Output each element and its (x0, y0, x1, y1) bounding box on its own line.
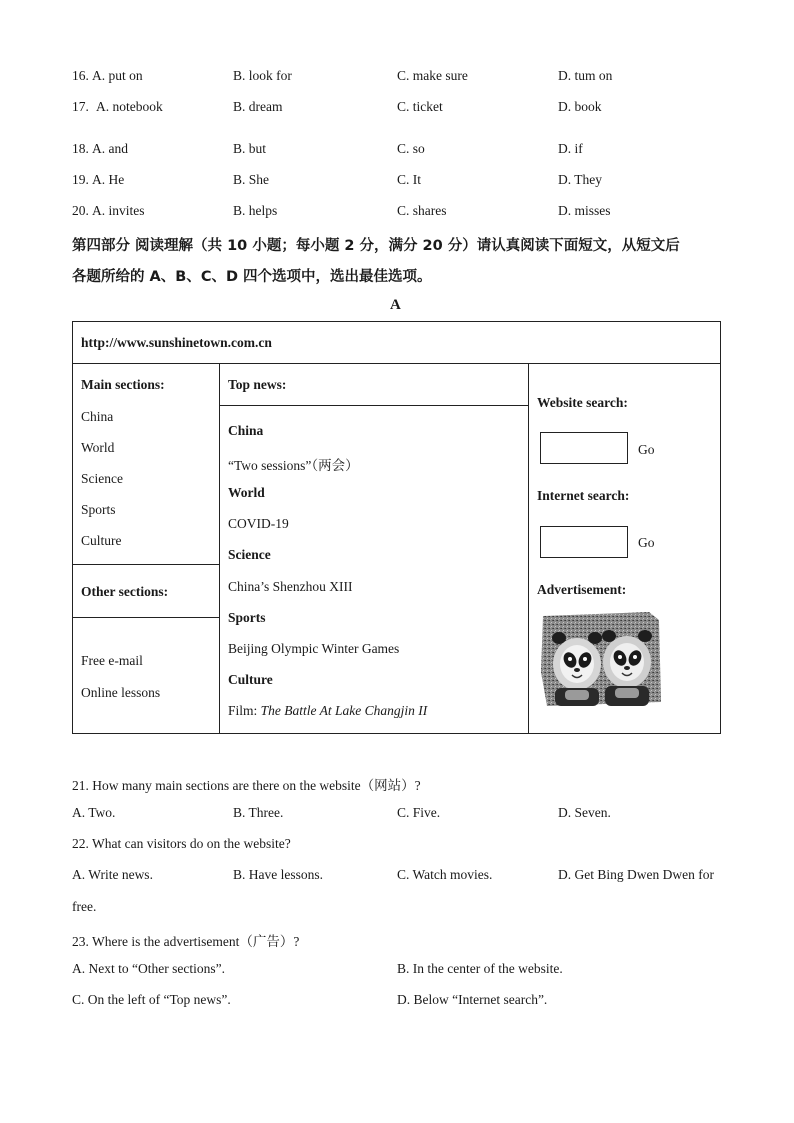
news-category-science: Science (228, 547, 271, 562)
cloze-16-option-a: A. put on (92, 68, 143, 83)
cloze-16-option-b: B. look for (233, 68, 292, 83)
other-section-online-lessons: Online lessons (81, 685, 161, 700)
cloze-19-option-d: D. They (558, 172, 602, 187)
internet-search-go-button[interactable]: Go (638, 535, 655, 550)
question-22-stem: 22. What can visitors do on the website? (72, 836, 291, 851)
cloze-16-option-d: D. tum on (558, 68, 613, 83)
main-section-culture: Culture (81, 533, 122, 548)
cloze-18-option-c: C. so (397, 141, 425, 156)
question-23-option-b: B. In the center of the website. (397, 961, 563, 976)
internet-search-title: Internet search: (537, 488, 630, 503)
cloze-17-option-a: A. notebook (96, 99, 163, 114)
news-item-shenzhou: China’s Shenzhou XIII (228, 579, 353, 594)
news-category-sports: Sports (228, 610, 266, 625)
cloze-20-option-c: C. shares (397, 203, 447, 218)
main-section-science: Science (81, 471, 123, 486)
question-22-option-c: C. Watch movies. (397, 867, 493, 882)
cloze-20-option-d: D. misses (558, 203, 611, 218)
main-section-china: China (81, 409, 114, 424)
cloze-20-option-a: A. invites (92, 203, 145, 218)
top-news-title: Top news: (228, 377, 287, 392)
cloze-19-option-b: B. She (233, 172, 270, 187)
main-sections-title: Main sections: (81, 377, 165, 392)
question-23-option-c: C. On the left of “Top news”. (72, 992, 231, 1007)
question-21-option-a: A. Two. (72, 805, 116, 820)
other-sections-title: Other sections: (81, 584, 169, 599)
news-item-film-title: The Battle At Lake Changjin II (260, 703, 428, 718)
advertisement-title: Advertisement: (537, 582, 627, 597)
cloze-18-option-a: A. and (92, 141, 128, 156)
cloze-19-option-a: A. He (92, 172, 125, 187)
website-table (72, 321, 721, 734)
question-21-stem: 21. How many main sections are there on the website（网站）? (72, 778, 421, 793)
right-column-divider (528, 363, 529, 733)
news-category-world: World (228, 485, 265, 500)
section-heading-line-2: 各题所给的 A、B、C、D 四个选项中，选出最佳选项。 (72, 269, 432, 285)
website-search-input[interactable] (540, 432, 628, 464)
website-url: http://www.sunshinetown.com.cn (81, 335, 272, 350)
cloze-17-option-d: D. book (558, 99, 602, 114)
news-category-china: China (228, 423, 264, 438)
cloze-20-number: 20. (72, 203, 89, 218)
website-search-go-button[interactable]: Go (638, 442, 655, 457)
news-item-film-prefix: Film: (228, 703, 261, 718)
other-sections-bottom-divider (73, 617, 219, 618)
main-section-world: World (81, 440, 115, 455)
other-sections-top-divider (73, 564, 219, 565)
passage-label: A (390, 297, 401, 313)
news-item-two-sessions: “Two sessions”（两会） (228, 458, 359, 473)
top-news-divider (219, 405, 528, 406)
bing-dwen-dwen-mascots-icon (541, 612, 661, 706)
url-row-divider (73, 363, 720, 364)
question-23-option-a: A. Next to “Other sections”. (72, 961, 225, 976)
section-heading-line-1: 第四部分 阅读理解（共 10 小题；每小题 2 分，满分 20 分）请认真阅读下面短文，从短文后 (72, 238, 680, 254)
cloze-16-number: 16. (72, 68, 89, 83)
cloze-20-option-b: B. helps (233, 203, 278, 218)
cloze-19-option-c: C. It (397, 172, 422, 187)
news-item-olympics: Beijing Olympic Winter Games (228, 641, 400, 656)
cloze-17-option-c: C. ticket (397, 99, 443, 114)
other-section-free-email: Free e-mail (81, 653, 143, 668)
question-23-stem: 23. Where is the advertisement（广告）? (72, 934, 300, 949)
question-21-option-b: B. Three. (233, 805, 284, 820)
internet-search-input[interactable] (540, 526, 628, 558)
main-section-sports: Sports (81, 502, 116, 517)
question-21-option-d: D. Seven. (558, 805, 611, 820)
cloze-19-number: 19. (72, 172, 89, 187)
question-23-option-d: D. Below “Internet search”. (397, 992, 548, 1007)
news-item-film (228, 703, 427, 719)
cloze-16-option-c: C. make sure (397, 68, 468, 83)
question-22-option-b: B. Have lessons. (233, 867, 323, 882)
advertisement-image[interactable] (541, 612, 661, 706)
question-22-option-d-continuation: free. (72, 899, 97, 914)
question-22-option-d: D. Get Bing Dwen Dwen for (558, 867, 714, 882)
cloze-18-option-b: B. but (233, 141, 267, 156)
left-column-divider (219, 363, 220, 733)
cloze-18-number: 18. (72, 141, 89, 156)
cloze-17-option-b: B. dream (233, 99, 283, 114)
question-22-option-a: A. Write news. (72, 867, 153, 882)
cloze-18-option-d: D. if (558, 141, 583, 156)
cloze-17-number: 17. (72, 99, 89, 114)
question-21-option-c: C. Five. (397, 805, 441, 820)
news-category-culture: Culture (228, 672, 273, 687)
website-search-title: Website search: (537, 395, 628, 410)
news-item-covid: COVID-19 (228, 516, 289, 531)
